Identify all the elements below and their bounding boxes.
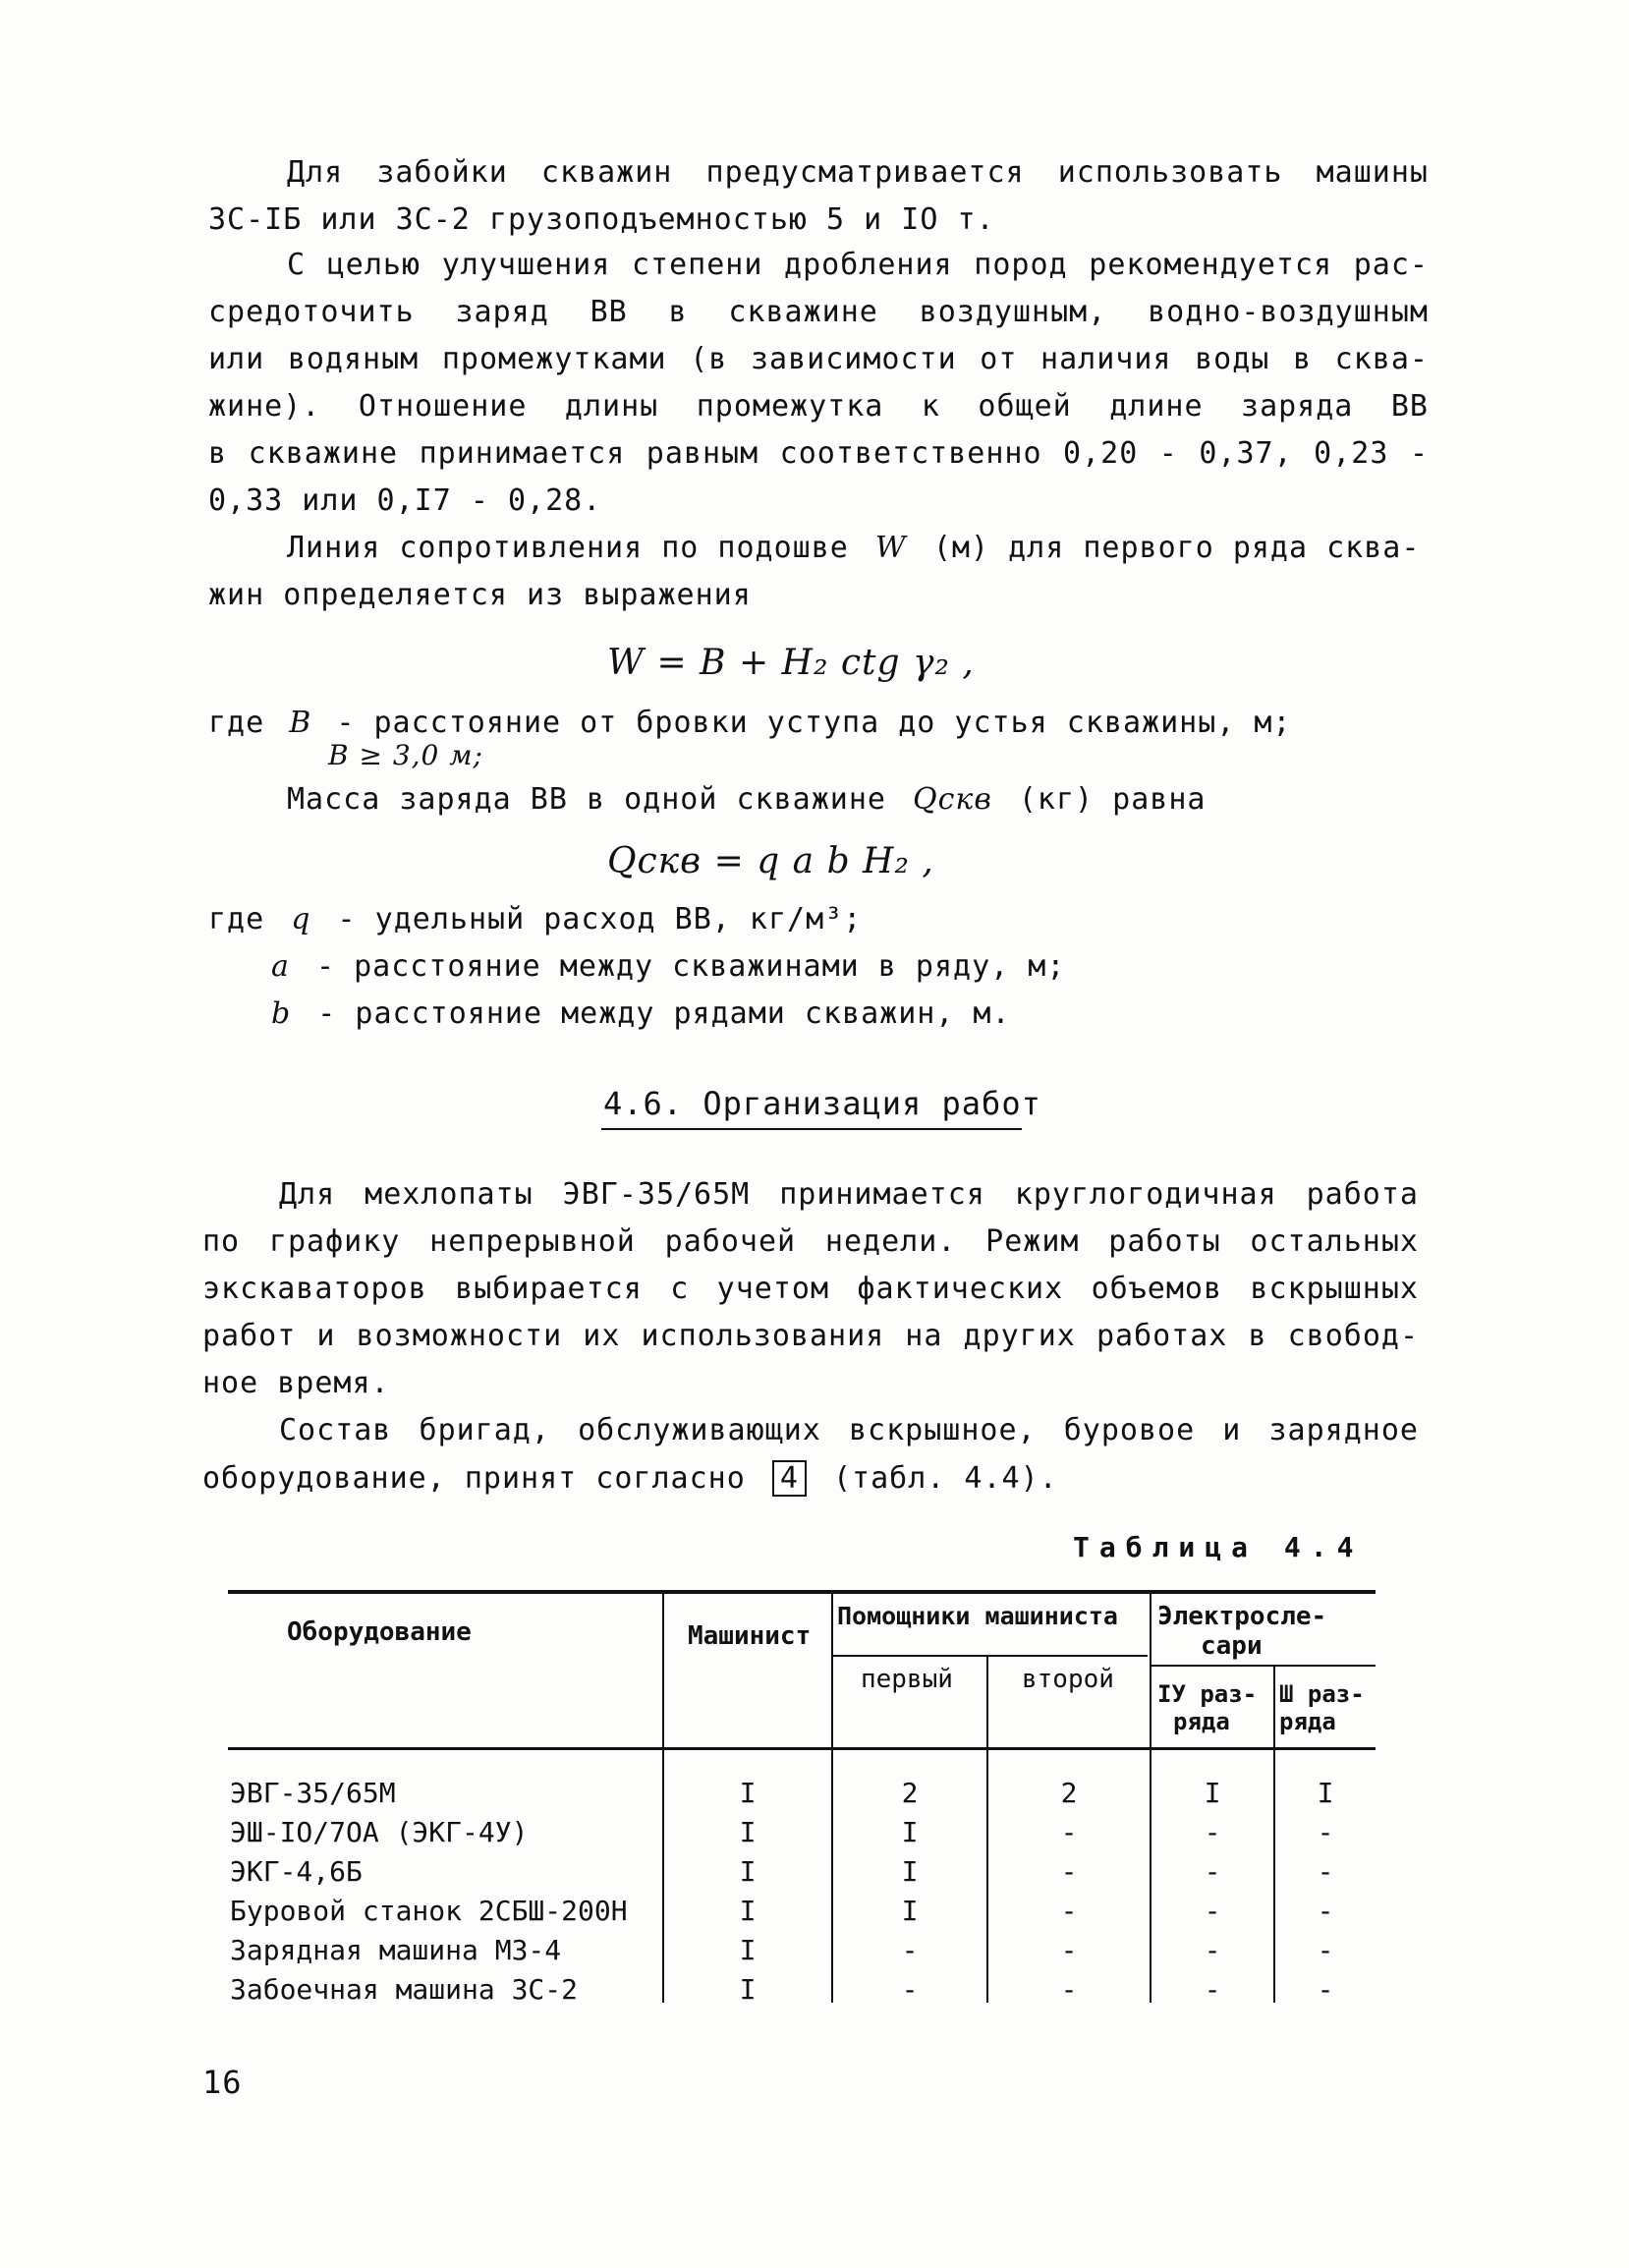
- symbol-b-rows: b: [271, 996, 292, 1031]
- header-electricians-line-2: сари: [1201, 1631, 1263, 1661]
- table-top-rule: [228, 1590, 1376, 1594]
- cell-equipment: ЭКГ-4,6Б: [230, 1855, 363, 1888]
- paragraph-1-line-1: Для забойки скважин предусматривается использовать машины: [287, 155, 1429, 190]
- cell-grade4: -: [1204, 1855, 1221, 1888]
- cell-equipment: ЭШ-IO/7OА (ЭКГ-4У): [230, 1816, 529, 1848]
- reference-box: 4: [772, 1460, 807, 1497]
- formula-line-of-resistance: W = B + H₂ ctg γ₂ ,: [607, 643, 975, 683]
- section-title: 4.6. Организация работ: [603, 1085, 1041, 1122]
- table-caption: Таблица 4.4: [1073, 1531, 1364, 1563]
- symbol-b: B: [289, 706, 312, 740]
- cell-second: -: [1060, 1816, 1078, 1848]
- cell-second: 2: [1060, 1777, 1078, 1809]
- cell-first: I: [901, 1855, 919, 1888]
- header-grade4-line-2: ряда: [1173, 1708, 1230, 1735]
- definition-q: где q - удельный расход ВВ, кг/м³;: [208, 902, 863, 936]
- cell-grade3: -: [1317, 1895, 1334, 1927]
- cell-operator: I: [739, 1934, 757, 1966]
- cell-equipment: ЭВГ-35/65М: [230, 1777, 396, 1809]
- section-paragraph-1-line-1: Для мехлопаты ЭВГ-35/65М принимается круглогодичная работа: [279, 1177, 1419, 1212]
- paragraph-2-line-3: или водяным промежутками (в зависимости от наличия воды в сква-: [208, 342, 1429, 376]
- header-grade3-line-1: Ш раз-: [1279, 1680, 1365, 1708]
- header-operator: Машинист: [688, 1621, 812, 1651]
- symbol-a: a: [271, 949, 290, 984]
- header-grade3-line-2: ряда: [1279, 1708, 1336, 1735]
- cell-grade3: I: [1317, 1777, 1334, 1809]
- header-assistants: Помощники машиниста: [837, 1602, 1118, 1630]
- cell-grade3: -: [1317, 1855, 1334, 1888]
- paragraph-2-line-2: средоточить заряд ВВ в скважине воздушным, водно-воздушным: [208, 295, 1429, 329]
- symbol-w: W: [874, 531, 907, 565]
- cell-second: -: [1060, 1855, 1078, 1888]
- cell-grade4: -: [1204, 1816, 1221, 1848]
- definition-b-rows: b - расстояние между рядами скважин, м.: [271, 996, 1011, 1031]
- paragraph-2-line-4: жине). Отношение длины промежутка к общей длине заряда ВВ: [208, 389, 1429, 424]
- assistants-subheader-rule: [833, 1655, 1148, 1657]
- cell-second: -: [1060, 1934, 1078, 1966]
- section-paragraph-2-line-1: Состав бригад, обслуживающих вскрышное, буровое и зарядное: [279, 1413, 1419, 1447]
- cell-second: -: [1060, 1895, 1078, 1927]
- cell-grade3: -: [1317, 1816, 1334, 1848]
- electricians-subheader-rule: [1152, 1665, 1376, 1667]
- page-number: 16: [202, 2064, 243, 2101]
- cell-operator: I: [739, 1816, 757, 1848]
- definition-b: где B - расстояние от бровки уступа до устья скважины, м;: [208, 706, 1292, 740]
- cell-first: -: [901, 1934, 919, 1966]
- definition-b-condition: B ≥ 3,0 м;: [328, 739, 483, 771]
- cell-first: 2: [901, 1777, 919, 1809]
- mass-line: Масса заряда ВВ в одной скважине Qскв (кг) равна: [287, 782, 1207, 817]
- header-equipment: Оборудование: [287, 1617, 472, 1647]
- cell-first: I: [901, 1816, 919, 1848]
- section-paragraph-1-line-5: ное время.: [202, 1366, 390, 1400]
- header-assistant-second: второй: [1022, 1665, 1114, 1694]
- cell-operator: I: [739, 1855, 757, 1888]
- cell-grade4: I: [1204, 1777, 1221, 1809]
- cell-equipment: Забоечная машина ЗС-2: [230, 1973, 579, 2006]
- cell-first: I: [901, 1895, 919, 1927]
- cell-first: -: [901, 1973, 919, 2006]
- cell-grade4: -: [1204, 1934, 1221, 1966]
- symbol-q: q: [291, 902, 311, 936]
- cell-equipment: Зарядная машина МЗ-4: [230, 1934, 562, 1966]
- cell-operator: I: [739, 1895, 757, 1927]
- section-paragraph-2-line-2: оборудование, принят согласно 4 (табл. 4.4).: [202, 1461, 1058, 1496]
- section-title-underline: [601, 1128, 1022, 1130]
- paragraph-3-line-2: жин определяется из выражения: [208, 578, 752, 612]
- symbol-qskv: Qскв: [913, 782, 992, 817]
- header-grade4-line-1: IУ раз-: [1157, 1680, 1258, 1708]
- header-electricians-line-1: Электросле-: [1157, 1602, 1327, 1631]
- paragraph-2-line-1: С целью улучшения степени дробления пород рекомендуется рас-: [287, 248, 1429, 282]
- cell-grade3: -: [1317, 1934, 1334, 1966]
- paragraph-2-line-6: 0,33 или 0,I7 - 0,28.: [208, 483, 602, 518]
- paragraph-1-line-2: ЗС-IБ или ЗС-2 грузоподъемностью 5 и IO т.: [208, 202, 995, 237]
- cell-grade4: -: [1204, 1973, 1221, 2006]
- cell-operator: I: [739, 1973, 757, 2006]
- cell-operator: I: [739, 1777, 757, 1809]
- cell-second: -: [1060, 1973, 1078, 2006]
- cell-equipment: Буровой станок 2СБШ-200Н: [230, 1895, 628, 1927]
- table-header-bottom-rule: [228, 1747, 1376, 1750]
- cell-grade4: -: [1204, 1895, 1221, 1927]
- section-paragraph-1-line-2: по графику непрерывной рабочей недели. Режим работы остальных: [202, 1224, 1419, 1259]
- formula-charge-mass: Qскв = q a b H₂ ,: [607, 841, 934, 881]
- paragraph-2-line-5: в скважине принимается равным соответственно 0,20 - 0,37, 0,23 -: [208, 436, 1429, 471]
- header-assistant-first: первый: [861, 1665, 953, 1694]
- section-paragraph-1-line-4: работ и возможности их использования на других работах в свобод-: [202, 1319, 1419, 1353]
- section-paragraph-1-line-3: экскаваторов выбирается с учетом фактических объемов вскрышных: [202, 1272, 1419, 1306]
- paragraph-3-line-1: Линия сопротивления по подошве W (м) для первого ряда сква-: [287, 531, 1421, 565]
- definition-a: a - расстояние между скважинами в ряду, м;: [271, 949, 1066, 984]
- cell-grade3: -: [1317, 1973, 1334, 2006]
